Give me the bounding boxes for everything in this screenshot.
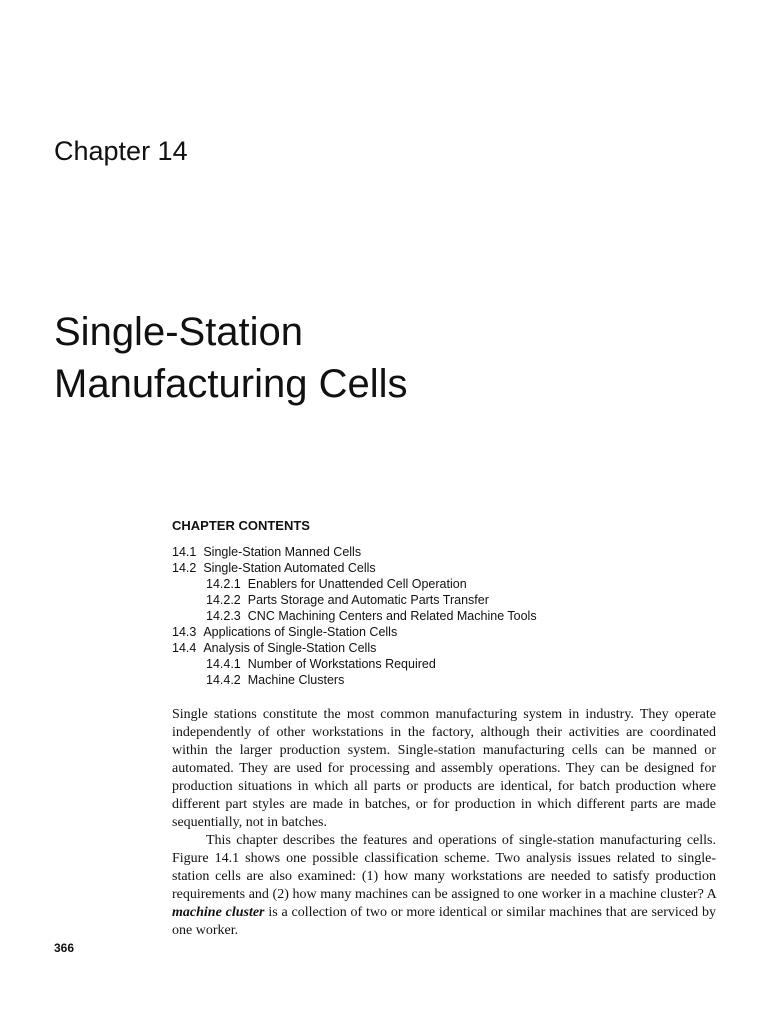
chapter-title-line-1: Single-Station (54, 310, 304, 354)
toc-entry-title: Applications of Single-Station Cells (203, 625, 398, 639)
toc-entry (172, 656, 537, 672)
toc-entry (172, 672, 537, 688)
toc-list (172, 544, 537, 688)
toc-entry-number: 14.2.3 (206, 609, 241, 623)
toc-entry-title: Number of Workstations Required (247, 657, 436, 671)
toc-entry-number: 14.2.1 (206, 577, 241, 591)
toc-entry (172, 544, 537, 560)
toc-entry-number: 14.3 (172, 625, 197, 639)
page-number: 366 (54, 941, 75, 955)
paragraph-2-end: is a collection of two or more identical or similar machines that are serviced by one worker. (172, 905, 716, 938)
toc-entry-title: CNC Machining Centers and Related Machine Tools (247, 609, 537, 623)
toc-entry-number: 14.2.2 (206, 593, 241, 607)
toc-entry-number: 14.4.2 (206, 673, 241, 687)
defined-term: machine cluster (172, 905, 265, 920)
chapter-contents-heading: CHAPTER CONTENTS (172, 518, 310, 533)
toc-entry (172, 576, 537, 592)
toc-entry (172, 560, 537, 576)
toc-entry (172, 592, 537, 608)
chapter-label: Chapter 14 (54, 136, 188, 166)
toc-entry (172, 608, 537, 624)
toc-entry-title: Single-Station Manned Cells (203, 545, 362, 559)
chapter-contents (172, 518, 537, 688)
toc-entry-number: 14.2 (172, 561, 197, 575)
paragraph-1: Single stations constitute the most common manufacturing system in industry. They operate independently of other workstations in the factory, although their activities are coordinated within the larger production system. Single-station manufacturing cells can be manned or automated. They are used for processing and assembly operations. They can be designed for production situations in which all parts or products are identical, for batch production where different part styles are made in batches, or for production in which different parts are made sequentially, not in batches. (172, 707, 716, 830)
toc-entry (172, 624, 537, 640)
toc-entry-number: 14.4.1 (206, 657, 241, 671)
chapter-title (54, 306, 408, 410)
toc-entry-title: Analysis of Single-Station Cells (203, 641, 377, 655)
toc-entry-number: 14.1 (172, 545, 197, 559)
toc-entry-title: Machine Clusters (247, 673, 345, 687)
paragraph-2-start: This chapter describes the features and operations of single-station manufacturing cells. Figure 14.1 shows one possible classification scheme. Two analysis issues related to single-station cells are also examined: (1) how many workstations are needed to satisfy production requirements and (2) how many machines can be assigned to one worker in a machine cluster? A (172, 833, 716, 902)
body-text (172, 706, 716, 940)
toc-entry-title: Single-Station Automated Cells (203, 561, 376, 575)
chapter-title-line-2: Manufacturing Cells (54, 362, 408, 406)
toc-entry-title: Parts Storage and Automatic Parts Transfer (247, 593, 489, 607)
toc-entry (172, 640, 537, 656)
toc-entry-number: 14.4 (172, 641, 197, 655)
toc-entry-title: Enablers for Unattended Cell Operation (247, 577, 467, 591)
paragraph-2 (172, 832, 716, 940)
